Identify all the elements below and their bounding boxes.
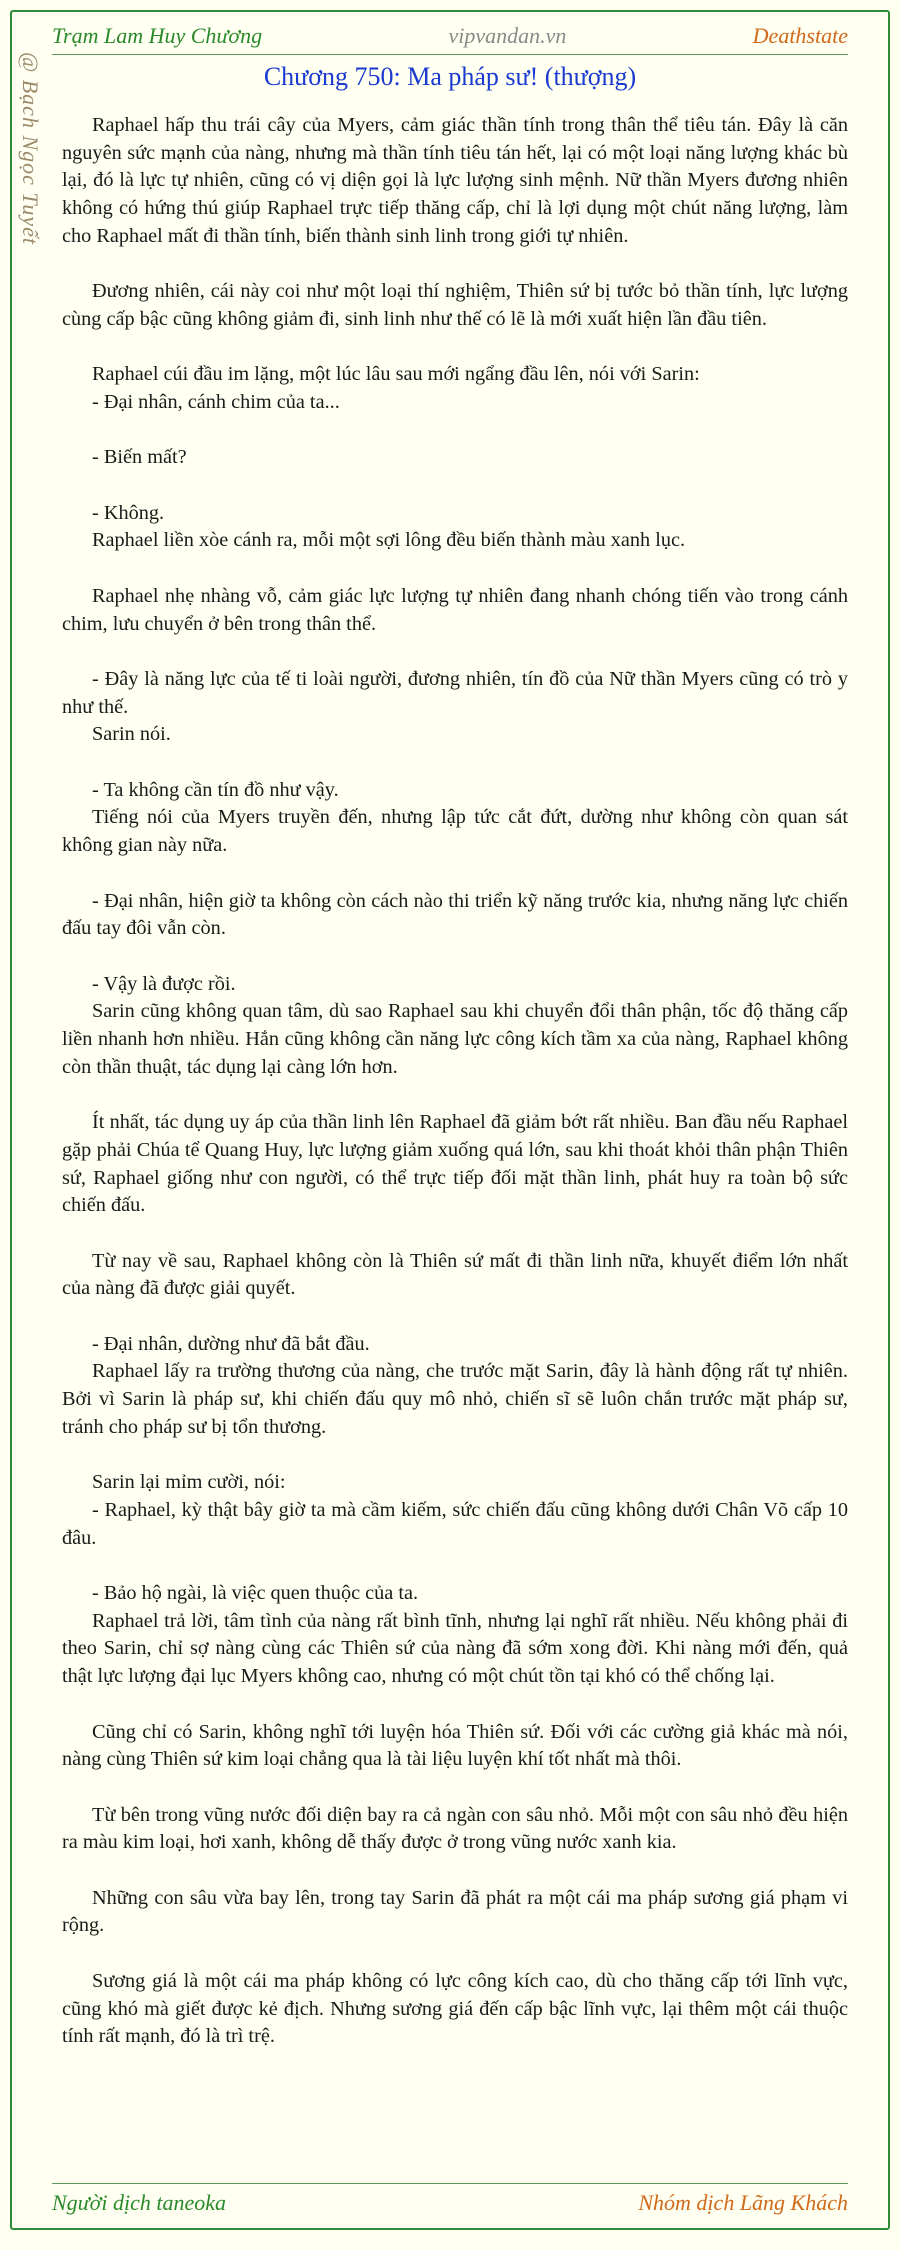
- paragraph: Từ nay về sau, Raphael không còn là Thiên sứ mất đi thần linh nữa, khuyết điểm lớn nhất của nàng đã được giải quyết.: [62, 1249, 848, 1300]
- paragraph: - Đại nhân, cánh chim của ta...: [92, 391, 340, 413]
- paragraph: - Đại nhân, hiện giờ ta không còn cách nào thi triển kỹ năng trước kia, nhưng năng lực chiến đấu tay đôi vẫn còn.: [62, 889, 848, 940]
- header-website: vipvandan.vn: [448, 23, 567, 48]
- paragraph: Sương giá là một cái ma pháp không có lực công kích cao, dù cho thăng cấp tới lĩnh vực, cũng khó mà giết được kẻ địch. Nhưng sương giá đến cấp bậc lĩnh vực, lại thêm một cái thuộc tính rất mạnh, đó là trì trệ.: [62, 1969, 848, 2048]
- paragraph: - Bảo hộ ngài, là việc quen thuộc của ta.: [92, 1582, 419, 1605]
- paragraph: Raphael lấy ra trường thương của nàng, che trước mặt Sarin, đây là hành động rất tự nhiên. Bởi vì Sarin là pháp sư, khi chiến đấu quy mô nhỏ, chiến sĩ sẽ luôn chắn trước mặt pháp sư, tránh cho pháp sư bị tổn thương.: [62, 1360, 848, 1438]
- paragraph: Sarin lại mỉm cười, nói:: [92, 1471, 286, 1494]
- paragraph: Raphael hấp thu trái cây của Myers, cảm giác thần tính trong thân thể tiêu tán. Đây là căn nguyên sức mạnh của nàng, nhưng mà thần tính tiêu tán hết, lại có một loại năng lượng khác bù lại, đó là lực tự nhiên, cũng có vị diện gọi là lực lượng sinh mệnh. Nữ thần Myers đương nhiên không có hứng thú giúp Raphael trực tiếp thăng cấp, chỉ là lợi dụng một chút năng lượng, làm cho Raphael mất đi thần tính, biến thành sinh linh trong giới tự nhiên.: [62, 114, 848, 247]
- paragraph: - Biến mất?: [92, 446, 187, 469]
- paragraph: Raphael nhẹ nhàng vỗ, cảm giác lực lượng tự nhiên đang nhanh chóng tiến vào trong cánh chim, lưu chuyển ở bên trong thân thể.: [62, 584, 848, 635]
- paragraph: Raphael liền xòe cánh ra, mỗi một sợi lông đều biến thành màu xanh lục.: [92, 529, 686, 552]
- paragraph: - Đại nhân, dường như đã bắt đầu.: [92, 1332, 370, 1355]
- chapter-content: [62, 112, 848, 2051]
- header-author: Deathstate: [752, 23, 848, 48]
- paragraph: - Không.: [92, 501, 165, 524]
- paragraph: - Raphael, kỳ thật bây giờ ta mà cầm kiếm, sức chiến đấu cũng không dưới Chân Võ cấp 10 đâu.: [62, 1498, 848, 1549]
- paragraph: Sarin cũng không quan tâm, dù sao Raphael sau khi chuyển đổi thân phận, tốc độ thăng cấp liền nhanh hơn nhiều. Hắn cũng không cần năng lực công kích tầm xa của nàng, Raphael không còn thần thuật, tác dụng lại càng lớn hơn.: [62, 1000, 848, 1078]
- paragraph: Đương nhiên, cái này coi như một loại thí nghiệm, Thiên sứ bị tước bỏ thần tính, lực lượng cùng cấp bậc cũng không giảm đi, sinh linh như thế có lẽ là mới xuất hiện lần đầu tiên.: [62, 280, 848, 330]
- paragraph: Raphael cúi đầu im lặng, một lúc lâu sau mới ngẩng đầu lên, nói với Sarin:: [92, 363, 700, 386]
- watermark-text: @ Bạch Ngọc Tuyết: [18, 52, 43, 246]
- footer-translator: Người dịch taneoka: [52, 2190, 227, 2215]
- page-frame: [10, 10, 890, 2230]
- paragraph: - Đây là năng lực của tế ti loài người, đương nhiên, tín đồ của Nữ thần Myers cũng có trò y như thế.: [62, 667, 848, 718]
- paragraph: Những con sâu vừa bay lên, trong tay Sarin đã phát ra một cái ma pháp sương giá phạm vi rộng.: [62, 1886, 848, 1937]
- paragraph: Raphael trả lời, tâm tình của nàng rất bình tĩnh, nhưng lại nghĩ rất nhiều. Nếu không phải đi theo Sarin, chỉ sợ nàng cùng các Thiên sứ của nàng đã sớm xong đời. Khi nàng mới đến, quả thật lực lượng đại lục Myers không cao, nhưng có một chút tồn tại khó có thể chống lại.: [62, 1609, 848, 1688]
- side-watermark: [12, 52, 48, 312]
- paragraph: Ít nhất, tác dụng uy áp của thần linh lên Raphael đã giảm bớt rất nhiều. Ban đầu nếu Raphael gặp phải Chúa tể Quang Huy, lực lượng giảm xuống quá lớn, sau khi thoát khỏi thân phận Thiên sứ, Raphael giống như con người, có thể trực tiếp đối mặt thần linh, phát huy ra toàn bộ sức chiến đấu.: [62, 1111, 848, 1217]
- paragraph: Cũng chỉ có Sarin, không nghĩ tới luyện hóa Thiên sứ. Đối với các cường giả khác mà nói, nàng cùng Thiên sứ kim loại chẳng qua là tài liệu luyện khí tốt nhất mà thôi.: [62, 1720, 848, 1771]
- paragraph: - Ta không cần tín đồ như vậy.: [92, 778, 339, 801]
- paragraph: Tiếng nói của Myers truyền đến, nhưng lập tức cắt đứt, dường như không còn quan sát không gian này nữa.: [62, 806, 848, 857]
- paragraph: - Vậy là được rồi.: [92, 972, 236, 995]
- footer-group: Nhóm dịch Lãng Khách: [638, 2190, 848, 2215]
- chapter-title: Chương 750: Ma pháp sư! (thượng): [263, 62, 637, 91]
- page-header: [52, 18, 848, 55]
- header-site-name: Trạm Lam Huy Chương: [52, 23, 263, 48]
- paragraph: Từ bên trong vũng nước đối diện bay ra cả ngàn con sâu nhỏ. Mỗi một con sâu nhỏ đều hiện ra màu kim loại, hơi xanh, không dễ thấy được ở trong vũng nước xanh kia.: [62, 1803, 848, 1854]
- page-footer: [52, 2183, 848, 2222]
- paragraph: Sarin nói.: [92, 723, 171, 746]
